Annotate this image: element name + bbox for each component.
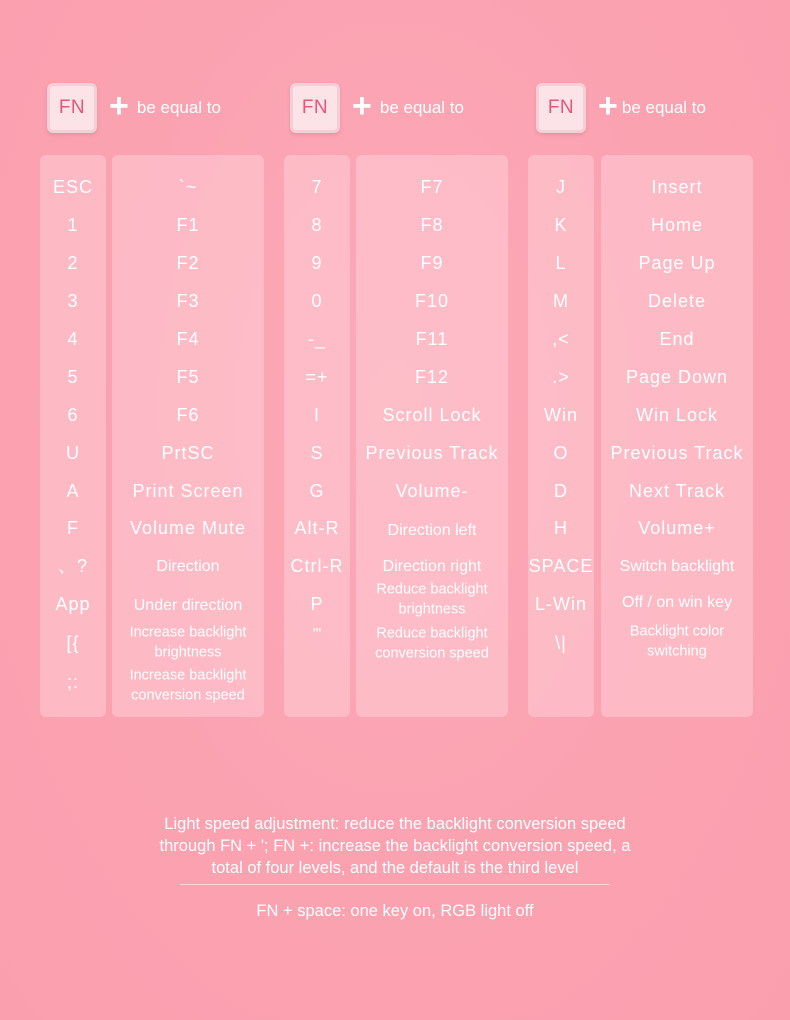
key-label: Ctrl-R [290, 556, 344, 577]
key-label: S [310, 443, 324, 464]
key-label: 1 [67, 215, 79, 236]
key-label: 5 [67, 367, 79, 388]
function-label: Insert [651, 177, 703, 198]
function-label: Previous Track [610, 443, 744, 464]
key-label: 8 [311, 215, 323, 236]
function-label: F11 [415, 329, 449, 350]
key-label: 6 [67, 405, 79, 426]
function-label: F9 [420, 253, 444, 274]
key-label: ,< [552, 329, 570, 350]
function-label: F4 [176, 329, 200, 350]
key-label: 0 [311, 291, 323, 312]
function-label: F1 [176, 215, 200, 236]
function-label: Previous Track [365, 443, 499, 464]
key-label: 2 [67, 253, 79, 274]
function-label: Increase backlight conversion speed [129, 667, 247, 703]
key-label: G [309, 481, 325, 502]
key-label: '" [312, 626, 322, 644]
equal-label: be equal to [379, 98, 464, 117]
group1-functions-column [112, 155, 264, 717]
key-label: L [555, 253, 567, 274]
key-label: F [67, 518, 79, 539]
key-label: L-Win [534, 594, 587, 615]
group2-keys-column [284, 155, 350, 717]
equal-label: be equal to [136, 98, 221, 117]
function-label: PrtSC [161, 443, 215, 464]
key-label: Alt-R [294, 518, 340, 539]
group1-keys-column [40, 155, 106, 717]
function-label: Next Track [628, 481, 726, 502]
fn-key-icon: FN [290, 83, 340, 133]
key-label: \| [555, 633, 567, 654]
function-label: Switch backlight [619, 558, 735, 576]
key-label: .> [552, 367, 570, 388]
key-label: [{ [66, 633, 80, 654]
speed-adjustment-note-line3: total of four levels, and the default is the third level [211, 859, 579, 877]
function-label: Reduce backlight conversion speed [375, 625, 489, 661]
function-label: Direction left [387, 522, 477, 540]
key-label: M [553, 291, 569, 312]
equal-label: be equal to [621, 98, 706, 117]
key-label: SPACE [528, 556, 594, 577]
key-label: ESC [52, 177, 93, 198]
function-label: Page Down [625, 367, 729, 388]
function-label: Direction right [382, 558, 482, 576]
key-label: ;: [66, 672, 79, 693]
speed-adjustment-note-line1: Light speed adjustment: reduce the backlight conversion speed [164, 815, 626, 833]
function-label: Print Screen [132, 481, 244, 502]
key-label: 、? [57, 556, 88, 577]
function-label: Volume- [395, 481, 469, 502]
key-label: D [554, 481, 568, 502]
function-label: Home [650, 215, 703, 236]
function-label: Scroll Lock [382, 405, 482, 426]
function-label: `~ [178, 177, 198, 198]
key-label: 4 [67, 329, 79, 350]
function-label: Under direction [133, 597, 243, 615]
function-label: Page Up [638, 253, 716, 274]
function-label: Reduce backlight brightness [376, 581, 488, 617]
group3-keys-column [528, 155, 594, 717]
space-key-note: FN + space: one key on, RGB light off [256, 902, 534, 920]
plus-icon: + [598, 87, 618, 125]
function-label: F7 [420, 177, 444, 198]
plus-icon: + [109, 87, 129, 125]
key-label: 9 [311, 253, 323, 274]
divider [180, 884, 610, 885]
function-label: F6 [176, 405, 200, 426]
key-label: K [554, 215, 568, 236]
function-label: Volume Mute [129, 518, 247, 539]
key-label: =+ [305, 367, 329, 388]
function-label: Volume+ [638, 518, 716, 539]
function-label: F10 [414, 291, 450, 312]
key-label: J [556, 177, 566, 198]
key-label: Win [544, 405, 578, 426]
speed-adjustment-note-line2: through FN + '; FN +: increase the backlight conversion speed, a [159, 837, 631, 855]
group3-functions-column [601, 155, 753, 717]
function-label: Off / on win key [622, 594, 732, 612]
plus-icon: + [352, 87, 372, 125]
header-group-3 [536, 82, 706, 134]
key-label: -_ [307, 329, 326, 350]
key-label: A [66, 481, 80, 502]
function-label: F5 [176, 367, 200, 388]
fn-key-icon: FN [47, 83, 97, 133]
key-label: P [310, 594, 324, 615]
key-label: App [55, 594, 91, 615]
key-label: I [313, 405, 320, 426]
function-label: Direction [156, 558, 220, 576]
key-label: O [553, 443, 569, 464]
function-label: End [659, 329, 695, 350]
header-group-1 [47, 82, 221, 134]
function-label: Delete [647, 291, 707, 312]
function-label: Win Lock [635, 405, 719, 426]
fn-key-icon: FN [536, 83, 586, 133]
key-label: 7 [311, 177, 323, 198]
key-label: U [66, 443, 80, 464]
header-group-2 [290, 82, 464, 134]
function-label: F2 [176, 253, 200, 274]
function-label: F3 [176, 291, 200, 312]
function-label: Increase backlight brightness [129, 624, 247, 660]
key-label: H [554, 518, 568, 539]
function-label: F8 [420, 215, 444, 236]
function-label: Backlight color switching [629, 623, 725, 659]
group2-functions-column [356, 155, 508, 717]
function-label: F12 [414, 367, 450, 388]
key-label: 3 [67, 291, 79, 312]
